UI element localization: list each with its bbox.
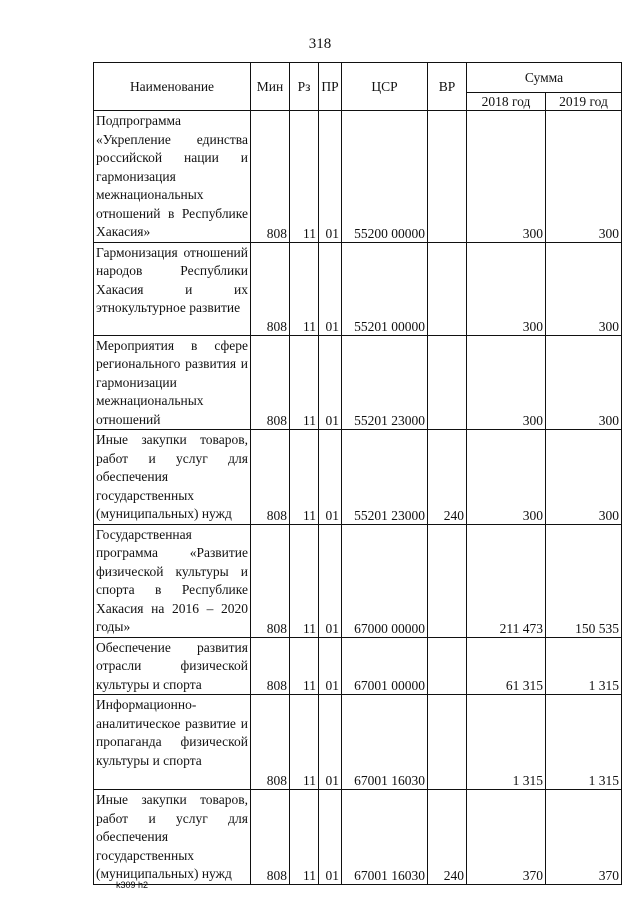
table-row bbox=[94, 335, 622, 430]
cell-pr: 01 bbox=[319, 695, 342, 790]
cell-pr: 01 bbox=[319, 524, 342, 637]
cell-min: 808 bbox=[251, 695, 290, 790]
table-header bbox=[94, 63, 622, 111]
header-csr: ЦСР bbox=[342, 63, 428, 111]
cell-name: Обеспечение развития отрасли физической культуры и спорта bbox=[94, 637, 251, 695]
table-row bbox=[94, 242, 622, 335]
cell-sum-2019: 370 bbox=[546, 790, 622, 885]
cell-min: 808 bbox=[251, 637, 290, 695]
header-name: Наименование bbox=[94, 63, 251, 111]
cell-csr: 55201 00000 bbox=[342, 242, 428, 335]
header-pr: ПР bbox=[319, 63, 342, 111]
cell-vr bbox=[428, 111, 467, 243]
cell-vr bbox=[428, 695, 467, 790]
cell-name: Информационно-аналитическое развитие и пропаганда физической культуры и спорта bbox=[94, 695, 251, 790]
budget-table bbox=[93, 62, 622, 885]
cell-vr bbox=[428, 524, 467, 637]
cell-vr bbox=[428, 242, 467, 335]
cell-vr: 240 bbox=[428, 790, 467, 885]
cell-pr: 01 bbox=[319, 111, 342, 243]
table-row bbox=[94, 637, 622, 695]
cell-name: Иные закупки товаров, работ и услуг для обеспечения государственных (муниципальных) нужд bbox=[94, 430, 251, 525]
cell-sum-2019: 300 bbox=[546, 335, 622, 430]
cell-pr: 01 bbox=[319, 242, 342, 335]
cell-sum-2018: 211 473 bbox=[467, 524, 546, 637]
cell-sum-2019: 150 535 bbox=[546, 524, 622, 637]
cell-vr: 240 bbox=[428, 430, 467, 525]
cell-min: 808 bbox=[251, 335, 290, 430]
header-vr: ВР bbox=[428, 63, 467, 111]
cell-sum-2019: 300 bbox=[546, 430, 622, 525]
table-row bbox=[94, 695, 622, 790]
table-row bbox=[94, 111, 622, 243]
cell-sum-2019: 300 bbox=[546, 242, 622, 335]
cell-sum-2018: 300 bbox=[467, 242, 546, 335]
table-row bbox=[94, 524, 622, 637]
cell-name: Гармонизация отношений народов Республики Хакасия и их этнокультурное развитие bbox=[94, 242, 251, 335]
table-body bbox=[94, 111, 622, 885]
cell-csr: 55201 23000 bbox=[342, 335, 428, 430]
cell-csr: 55200 00000 bbox=[342, 111, 428, 243]
cell-csr: 67001 00000 bbox=[342, 637, 428, 695]
cell-vr bbox=[428, 637, 467, 695]
page-number: 318 bbox=[308, 36, 332, 52]
cell-pr: 01 bbox=[319, 637, 342, 695]
cell-pr: 01 bbox=[319, 430, 342, 525]
cell-rz: 11 bbox=[290, 430, 319, 525]
cell-rz: 11 bbox=[290, 242, 319, 335]
cell-sum-2018: 61 315 bbox=[467, 637, 546, 695]
table-row bbox=[94, 430, 622, 525]
cell-sum-2018: 300 bbox=[467, 430, 546, 525]
cell-sum-2019: 300 bbox=[546, 111, 622, 243]
cell-sum-2018: 370 bbox=[467, 790, 546, 885]
cell-pr: 01 bbox=[319, 335, 342, 430]
cell-rz: 11 bbox=[290, 790, 319, 885]
header-sum: Сумма bbox=[467, 63, 622, 93]
table-row bbox=[94, 790, 622, 885]
cell-name: Иные закупки товаров, работ и услуг для обеспечения государственных (муниципальных) нужд bbox=[94, 790, 251, 885]
cell-min: 808 bbox=[251, 524, 290, 637]
cell-sum-2018: 300 bbox=[467, 111, 546, 243]
cell-rz: 11 bbox=[290, 695, 319, 790]
header-rz: Рз bbox=[290, 63, 319, 111]
cell-name: Мероприятия в сфере регионального развития и гармонизации межнациональных отношений bbox=[94, 335, 251, 430]
cell-vr bbox=[428, 335, 467, 430]
header-min: Мин bbox=[251, 63, 290, 111]
cell-csr: 67000 00000 bbox=[342, 524, 428, 637]
cell-min: 808 bbox=[251, 111, 290, 243]
header-year-2019: 2019 год bbox=[546, 93, 622, 111]
cell-rz: 11 bbox=[290, 524, 319, 637]
cell-sum-2018: 300 bbox=[467, 335, 546, 430]
cell-csr: 67001 16030 bbox=[342, 790, 428, 885]
cell-name: Подпрограмма «Укрепление единства российской нации и гармонизация межнациональных отношений в Республике Хакасия» bbox=[94, 111, 251, 243]
cell-min: 808 bbox=[251, 242, 290, 335]
cell-csr: 55201 23000 bbox=[342, 430, 428, 525]
cell-min: 808 bbox=[251, 790, 290, 885]
cell-rz: 11 bbox=[290, 637, 319, 695]
footer-code: k309 h2 bbox=[116, 880, 149, 890]
cell-pr: 01 bbox=[319, 790, 342, 885]
header-year-2018: 2018 год bbox=[467, 93, 546, 111]
cell-name: Государственная программа «Развитие физической культуры и спорта в Республике Хакасия на 2016 – 2020 годы» bbox=[94, 524, 251, 637]
cell-sum-2019: 1 315 bbox=[546, 695, 622, 790]
cell-rz: 11 bbox=[290, 111, 319, 243]
cell-rz: 11 bbox=[290, 335, 319, 430]
cell-sum-2019: 1 315 bbox=[546, 637, 622, 695]
cell-sum-2018: 1 315 bbox=[467, 695, 546, 790]
cell-csr: 67001 16030 bbox=[342, 695, 428, 790]
cell-min: 808 bbox=[251, 430, 290, 525]
